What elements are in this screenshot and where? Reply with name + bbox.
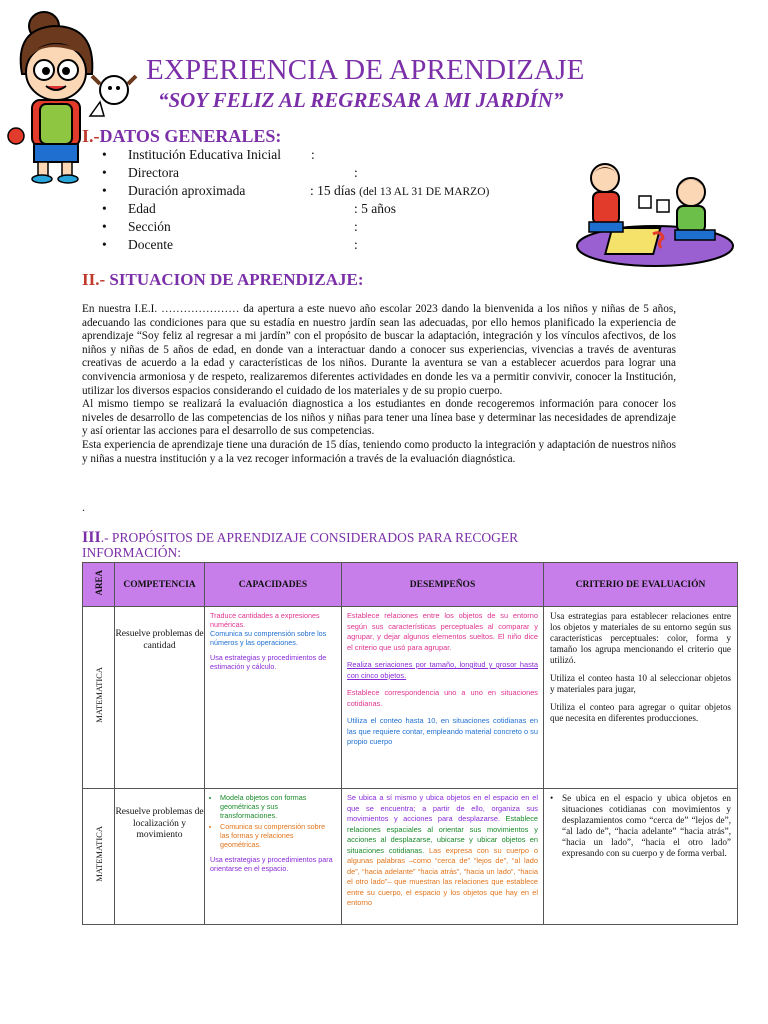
list-item [100,183,490,201]
situation-text [82,303,676,466]
desempeno: Establece relaciones entre los objetos de su entorno según sus características perceptuales al comparar y agrupar, y dejar algunos elementos sueltos. El niño dice el criterio que usó para agrupar. [347,611,538,652]
section-2-heading [82,270,364,290]
item-value: : [354,165,358,180]
header-competencia: COMPETENCIA [115,563,205,607]
list-item [100,201,396,219]
table-row [83,789,738,925]
paragraph: En nuestra I.E.I. ………………… da apertura a este nuevo año escolar 2023 dando la bienvenida a los niños y niñas de 5 años, adecuando las condiciones para que su estadía en nuestro jardín sean las adecuadas, por ello hemos planificado la experiencia de aprendizaje “Soy feliz al regresar a mi jardín” con el propósito de buscar la adaptación, integración y los vínculos afectivos, de los niños y niñas de 5 años de edad, en donde van a interactuar dando a conocer sus experiencias, vivencias a través de aventuras creativas de acuerdo a la edad y características de los niños. Durante la aventura se van a establecer acuerdos para lograr una convivencia armoniosa y de respeto, realizaremos diferentes actividades en donde les va a permitir convivir, conocer la Institución, utilizar los diversos espacios considerando el cuidado de los materiales y de su propio cuerpo. [82,303,676,397]
item-label: Sección [128,219,171,234]
section-3-heading [82,530,602,560]
item-note: (del 13 AL 31 DE MARZO) [359,186,490,198]
capacidades-cell [205,607,342,789]
list-item [100,147,315,165]
general-data-list [100,147,490,255]
capacidad: • Modela objetos con formas geométricas y sus transformaciones. [220,793,336,820]
page-subtitle: “SOY FELIZ AL REGRESAR A MI JARDÍN” [158,88,564,112]
paragraph: Esta experiencia de aprendizaje tiene una duración de 15 días, teniendo como producto la integración y adaptación de nuestros niños y niñas a nuestra institución y a la vez recoger información a través de la evaluación diagnóstica. [82,438,676,465]
criterio: Utiliza el conteo hasta 10 al seleccionar objetos y materiales para jugar, [550,673,731,694]
criterio: Se ubica en el espacio y ubica objetos en situaciones cotidianas con movimientos y desplazamientos como “cerca de” “lejos de”, “al lado de”, “hacia adelante” “hacia atrás”, “hacia un lado”, “hacia el otro lado” expresando con su cuerpo y de forma verbal. [562,793,731,858]
desempeno: Utiliza el conteo hasta 10, en situaciones cotidianas en las que requiere contar, empleando material concreto o su propio cuerpo [347,716,538,746]
page-title: EXPERIENCIA DE APRENDIZAJE [146,54,585,86]
desempeno: Establece relaciones espaciales al orientar sus movimientos y acciones al desplazarse, ubicarse y ubicar objetos en situaciones cotidianas. [347,814,539,855]
desempeno: Se ubica a sí mismo y ubica objetos en el espacio en el que se encuentra; a partir de ello, organiza sus movimientos y acciones para desplazarse. [347,793,538,823]
capacidad: Traduce cantidades a expresiones numéricas. [210,611,320,629]
list-item [100,237,358,255]
desempeno: Las expresa con su cuerpo o algunas palabras –como “cerca de” “lejos de”, “al lado de”, “hacia adelante” “hacia atrás”, “hacia un lado”, “hacia el otro lado”– que muestran las relaciones que establece entre su cuerpo, el espacio y los objetos que hay en el entorno [347,845,538,907]
item-value: : [311,147,315,162]
header-criterio: CRITERIO DE EVALUACIÓN [544,563,738,607]
criterio: Usa estrategias para establecer relaciones entre los objetos y materiales de su entorno según sus características perceptuales: color, forma y tamaño los agrupa mencionando el criterio que utilizó. [550,611,731,665]
header-capacidades: CAPACIDADES [205,563,342,607]
criterio: Utiliza el conteo para agregar o quitar objetos que necesita en diferentes producciones. [550,702,731,723]
section-3-number: III [82,529,101,546]
section-1-heading [82,126,281,147]
desempeno: Establece correspondencia uno a uno en situaciones cotidianas. [347,688,538,708]
section-1-label: DATOS GENERALES: [99,126,282,146]
capacidades-cell [205,789,342,925]
item-value: : 5 años [354,201,396,216]
item-value: : 15 días [310,183,356,198]
item-value: : [354,237,358,252]
section-2-number: II.- [82,270,106,289]
list-item [100,165,358,183]
section-3-label: .- PROPÓSITOS DE APRENDIZAJE CONSIDERADOS PARA RECOGER INFORMACIÓN: [82,530,519,560]
desempeno: Realiza seriaciones por tamaño, longitud y grosor hasta con cinco objetos. [347,660,538,680]
section-1-number: I.- [82,126,100,146]
separator-dot: . [82,500,85,514]
criterio-cell [544,607,738,789]
item-label: Edad [128,201,156,216]
list-item [100,219,358,237]
item-value: : [354,219,358,234]
purposes-table [82,562,738,925]
item-label: Institución Educativa Inicial [128,147,281,162]
desempenos-cell [342,789,544,925]
children-playing-illustration [575,158,735,270]
area-cell: MATEMATICA [83,607,115,789]
header-area: AREA [83,563,115,607]
capacidad: Usa estrategias y procedimientos de estimación y cálculo. [210,653,327,671]
paragraph: Al mismo tiempo se realizará la evaluación diagnostica a los estudiantes en donde recogeremos información para conocer los niveles de desarrollo de las competencias de los niños y niñas para tener una línea base y determinar las necesidades de aprendizaje y así orientar las acciones para el desarrollo de sus competencias. [82,398,676,438]
item-label: Duración aproximada [128,183,246,198]
capacidad: Comunica su comprensión sobre los números y las operaciones. [210,629,327,647]
competencia-cell: Resuelve problemas de localización y movimiento [115,789,205,925]
capacidad: Usa estrategias y procedimientos para orientarse en el espacio. [210,855,333,873]
criterio-cell: • Se ubica en el espacio y ubica objetos en situaciones cotidianas con movimientos y desplazamientos como “cerca de” “lejos de”, “al lado de”, “hacia adelante” “hacia atrás”, “hacia un lado”, “hacia el otro lado” expresando con su cuerpo y de forma verbal. [544,789,738,925]
item-label: Directora [128,165,179,180]
competencia-cell: Resuelve problemas de cantidad [115,607,205,789]
capacidad: • Comunica su comprensión sobre las formas y relaciones geométricas. [220,822,336,849]
area-cell: MATEMATICA [83,789,115,925]
section-2-label: SITUACION DE APRENDIZAJE: [105,270,364,289]
header-desempenos: DESEMPEÑOS [342,563,544,607]
table-row [83,607,738,789]
table-header-row [83,563,738,607]
desempenos-cell [342,607,544,789]
item-label: Docente [128,237,173,252]
